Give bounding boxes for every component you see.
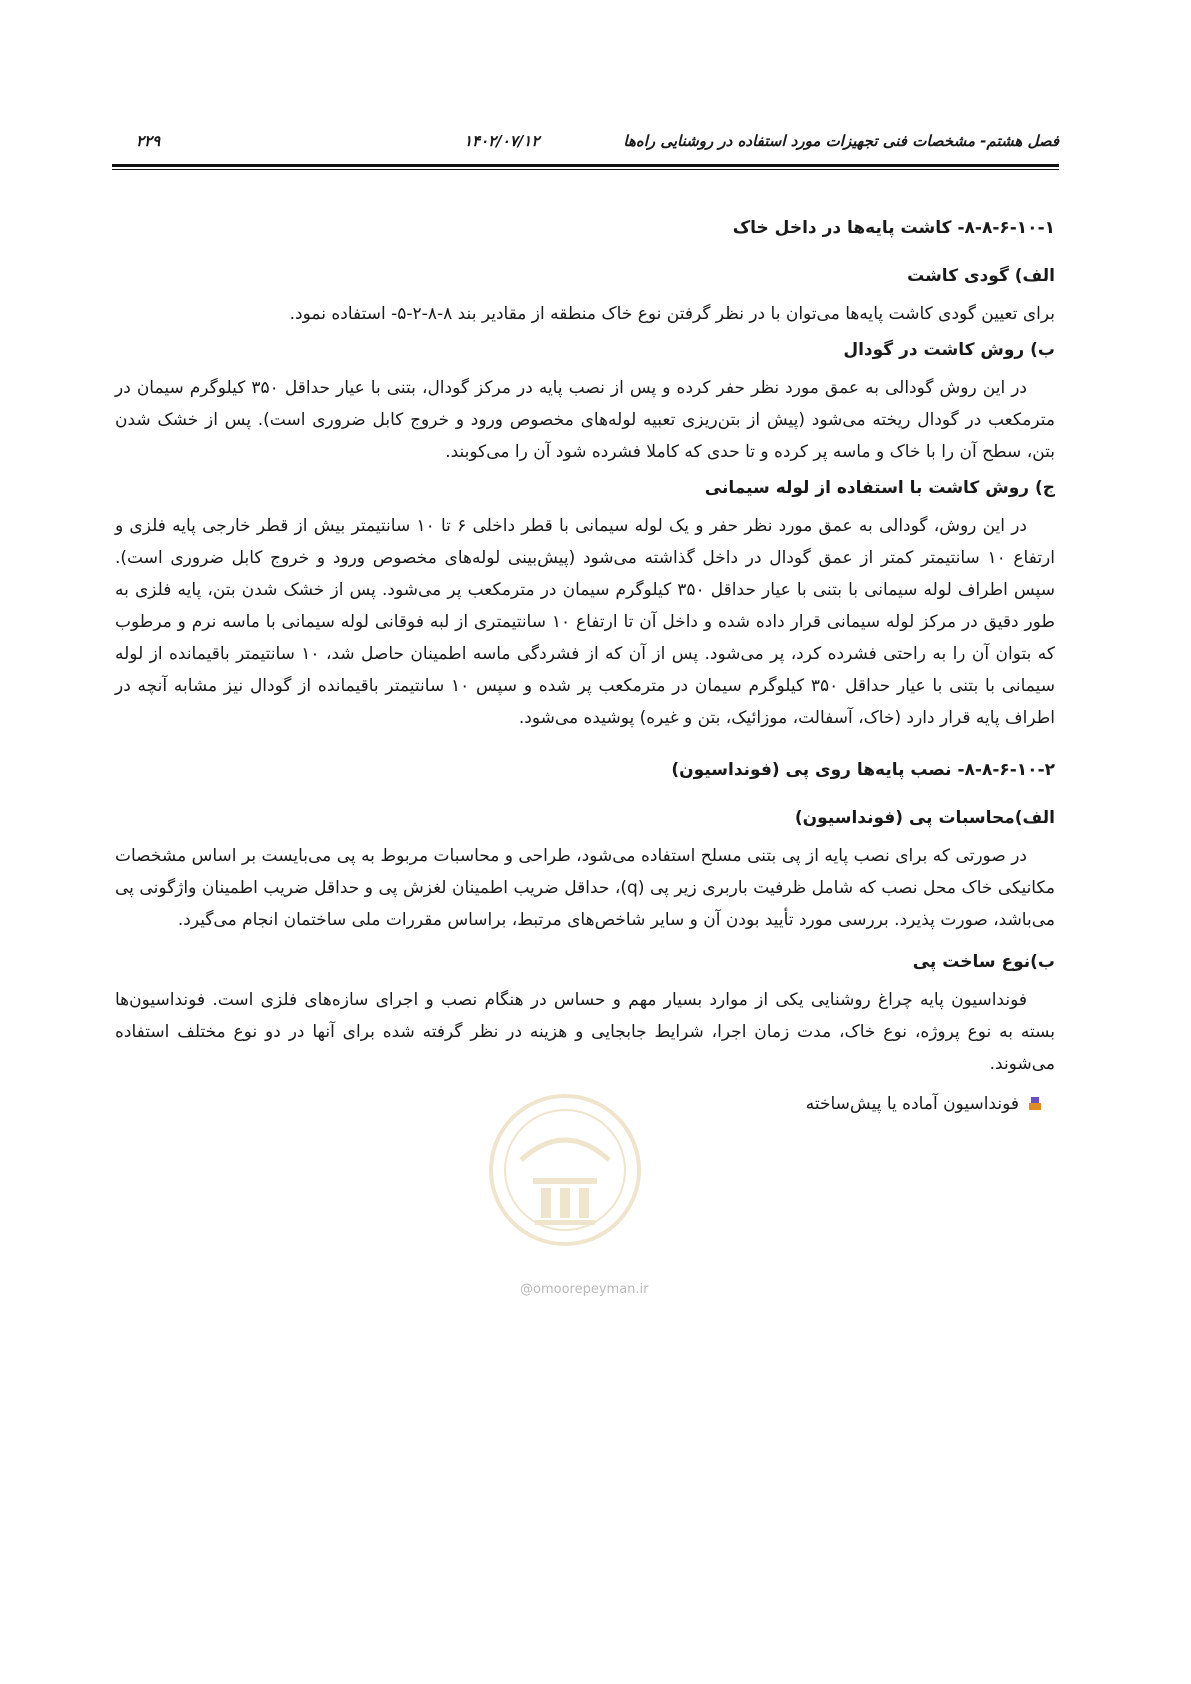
subheading-cement-pipe-method: ج) روش کاشت با استفاده از لوله سیمانی (704, 478, 1055, 498)
bullet-diamond-icon (1029, 1097, 1043, 1111)
subheading-digging-depth: الف) گودی کاشت (907, 266, 1055, 286)
subheading-pit-method: ب) روش کاشت در گودال (843, 340, 1055, 360)
paragraph-digging-depth: برای تعیین گودی کاشت پایه‌ها می‌توان با در نظر گرفتن نوع خاک منطقه از مقادیر بند ۸-۸-۲-۵- استفاده نمود. (289, 304, 1055, 324)
header-date: ۱۴۰۲/۰۷/۱۲ (464, 132, 540, 150)
subheading-foundation-calc: الف)محاسبات پی (فونداسیون) (794, 808, 1055, 828)
paragraph-foundation-calc: در صورتی که برای نصب پایه از پی بتنی مسلح استفاده می‌شود، طراحی و محاسبات مربوط به پی می‌بایست بر اساس مشخصات مکانیکی خاک محل نصب که شامل ظرفیت باربری زیر پی (q)، حداقل ضریب اطمینان لغزش پی و حداقل ضریب اطمینان واژگونی پی می‌باشد، صورت پذیرد. بررسی مورد تأیید بودن آن و سایر شاخص‌های مرتبط، براساس مقررات ملی ساختمان انجام می‌گیرد. (115, 846, 1055, 930)
section-heading-1: ۸-۸-۶-۱۰-۱- کاشت پایه‌ها در داخل خاک (732, 218, 1055, 238)
header-rule-thick (112, 164, 1059, 167)
chapter-title: فصل هشتم- مشخصات فنی تجهیزات مورد استفاده در روشنایی راه‌ها (623, 132, 1059, 150)
section-heading-2: ۸-۸-۶-۱۰-۲- نصب پایه‌ها روی پی (فونداسیون) (671, 760, 1055, 780)
document-body (115, 212, 1055, 1120)
page-number: ۲۲۹ (136, 132, 161, 150)
page-header (112, 128, 1059, 164)
bullet-text: فونداسیون آماده یا پیش‌ساخته (805, 1094, 1019, 1114)
paragraph-foundation-type: فونداسیون پایه چراغ روشنایی یکی از موارد بسیار مهم و حساس در هنگام نصب و اجرای سازه‌های فلزی است. فونداسیون‌ها بسته به نوع پروژه، نوع خاک، مدت زمان اجرا، شرایط جابجایی و هزینه در نظر گرفته شده برای آنها در دو نوع مختلف استفاده می‌شوند. (115, 990, 1055, 1074)
bullet-list-item (115, 1088, 1055, 1120)
subheading-foundation-type: ب)نوع ساخت پی (912, 952, 1055, 972)
paragraph-cement-pipe-method: در این روش، گودالی به عمق مورد نظر حفر و یک لوله سیمانی با قطر داخلی ۶ تا ۱۰ سانتیمتر بیش از قطر خارجی پایه فلزی و ارتفاع ۱۰ سانتیمتر کمتر از عمق گودال در داخل گذاشته می‌شود (پیش‌بینی لوله‌های مخصوص ورود و خروج کابل ضروری است). سپس اطراف لوله سیمانی با بتنی با عیار حداقل ۳۵۰ کیلوگرم سیمان در مترمکعب پر می‌شود. پس از خشک شدن بتن، پایه فلزی به طور دقیق در مرکز لوله سیمانی قرار داده شده و داخل آن تا ارتفاع ۱۰ سانتیمتری از لبه فوقانی لوله سیمانی با ماسه نرم و مرطوب که بتوان آن را به راحتی فشرده کرد، پر می‌شود. پس از آن که از فشردگی ماسه اطمینان حاصل شد، ۱۰ سانتیمتر باقیمانده از لوله سیمانی با بتنی با عیار حداقل ۳۵۰ کیلوگرم سیمان در مترمکعب پر شده و سپس ۱۰ سانتیمتر باقیمانده از گودال نیز مشابه آنچه در اطراف پایه قرار دارد (خاک، آسفالت، موزائیک، بتن و غیره) پوشیده می‌شود. (115, 516, 1055, 728)
watermark-url: @omoorepeyman.ir (520, 1282, 649, 1297)
paragraph-pit-method: در این روش گودالی به عمق مورد نظر حفر کرده و پس از نصب پایه در مرکز گودال، بتنی با عیار حداقل ۳۵۰ کیلوگرم سیمان در مترمکعب در گودال ریخته می‌شود (پیش از بتن‌ریزی تعبیه لوله‌های مخصوص ورود و خروج کابل ضروری است). پس از خشک شدن بتن، سطح آن را با خاک و ماسه پر کرده و تا حدی که کاملا فشرده شود آن را می‌کوبند. (115, 378, 1055, 462)
header-rule-thin (112, 169, 1059, 170)
